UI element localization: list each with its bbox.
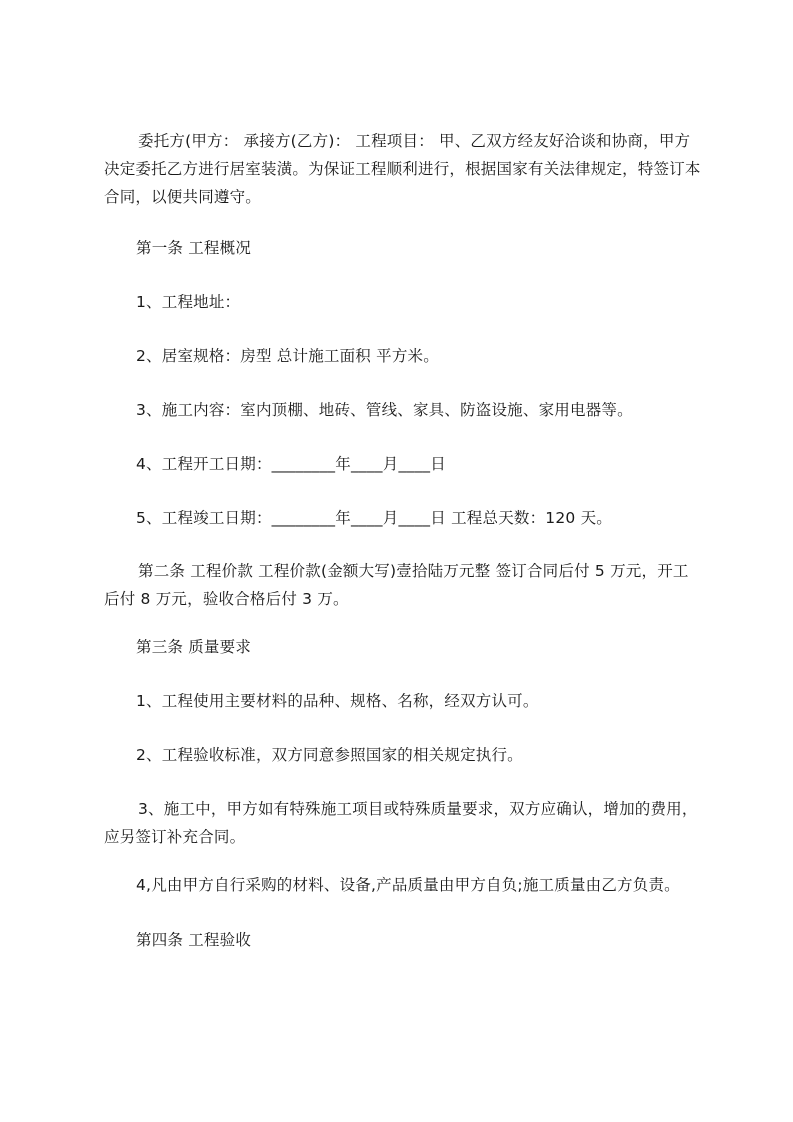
- article-1-item-3: 3、施工内容：室内顶棚、地砖、管线、家具、防盗设施、家用电器等。: [136, 401, 633, 419]
- article-4-heading: 第四条 工程验收: [136, 931, 252, 949]
- article-3-item-3: 3、施工中，甲方如有特殊施工项目或特殊质量要求，双方应确认，增加的费用，应另签订补充合同。: [104, 800, 698, 846]
- article-1-heading: 第一条 工程概况: [136, 239, 252, 257]
- article-1-item-5: 5、工程竣工日期：________年____月____日 工程总天数：120 天。: [136, 509, 613, 527]
- article-3-heading: 第三条 质量要求: [136, 638, 252, 656]
- article-3-item-4: 4,凡由甲方自行采购的材料、设备,产品质量由甲方自负;施工质量由乙方负责。: [136, 876, 680, 894]
- article-1-item-4: 4、工程开工日期：________年____月____日: [136, 455, 446, 473]
- intro-paragraph: 委托方(甲方： 承接方(乙方)： 工程项目： 甲、乙双方经友好洽谈和协商，甲方决定委托乙方进行居室装潢。为保证工程顺利进行，根据国家有关法律规定，特签订本合同，以便共同遵守。: [104, 132, 701, 206]
- article-1-item-1: 1、工程地址：: [136, 293, 241, 311]
- article-1-item-2: 2、居室规格：房型 总计施工面积 平方米。: [136, 347, 439, 365]
- article-3-item-1: 1、工程使用主要材料的品种、规格、名称，经双方认可。: [136, 692, 539, 710]
- article-2-paragraph: 第二条 工程价款 工程价款(金额大写)壹拾陆万元整 签订合同后付 5 万元，开工后付 8 万元，验收合格后付 3 万。: [104, 562, 689, 608]
- article-3-item-2: 2、工程验收标准，双方同意参照国家的相关规定执行。: [136, 746, 523, 764]
